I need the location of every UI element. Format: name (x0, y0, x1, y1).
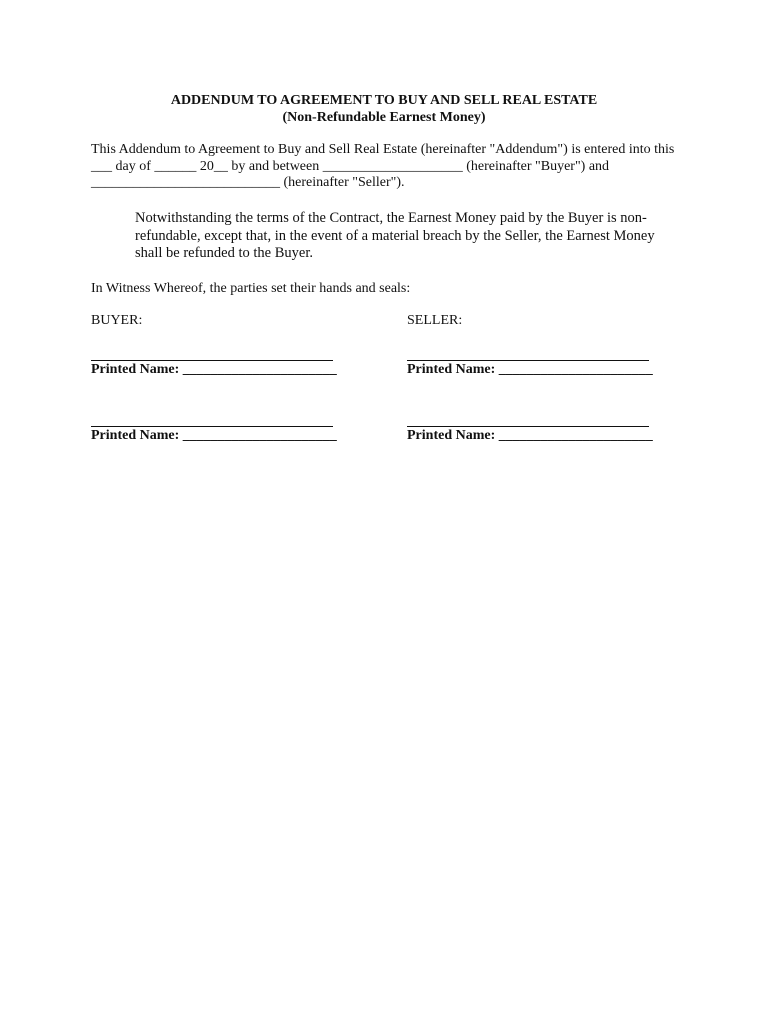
buyer-signature-line (91, 360, 333, 361)
body-paragraph (135, 210, 695, 263)
body-line: refundable, except that, in the event of a material breach by the Seller, the Earnest Money (135, 227, 655, 244)
intro-paragraph (91, 142, 691, 192)
seller-label: SELLER: (407, 313, 463, 328)
intro-line: This Addendum to Agreement to Buy and Sell Real Estate (hereinafter "Addendum") is entered into this (91, 142, 675, 157)
buyer-signature-line (91, 426, 333, 427)
intro-line: ___ day of ______ 20__ by and between ____________________ (hereinafter "Buyer") and (91, 158, 610, 174)
seller-signature-line (407, 426, 649, 427)
seller-printed-name: Printed Name: ______________________ (407, 362, 653, 377)
seller-signature-line (407, 360, 649, 361)
seller-printed-name: Printed Name: ______________________ (407, 428, 653, 443)
buyer-label: BUYER: (91, 313, 143, 328)
witness-statement: In Witness Whereof, the parties set their hands and seals: (91, 281, 411, 296)
body-line: shall be refunded to the Buyer. (135, 245, 313, 261)
body-line: Notwithstanding the terms of the Contract, the Earnest Money paid by the Buyer is non- (135, 210, 647, 226)
buyer-printed-name: Printed Name: ______________________ (91, 362, 337, 377)
document-subtitle: (Non-Refundable Earnest Money) (282, 110, 486, 125)
intro-line: ___________________________ (hereinafter "Seller"). (91, 175, 405, 190)
document-title: ADDENDUM TO AGREEMENT TO BUY AND SELL REAL ESTATE (170, 93, 598, 108)
buyer-printed-name: Printed Name: ______________________ (91, 428, 337, 443)
